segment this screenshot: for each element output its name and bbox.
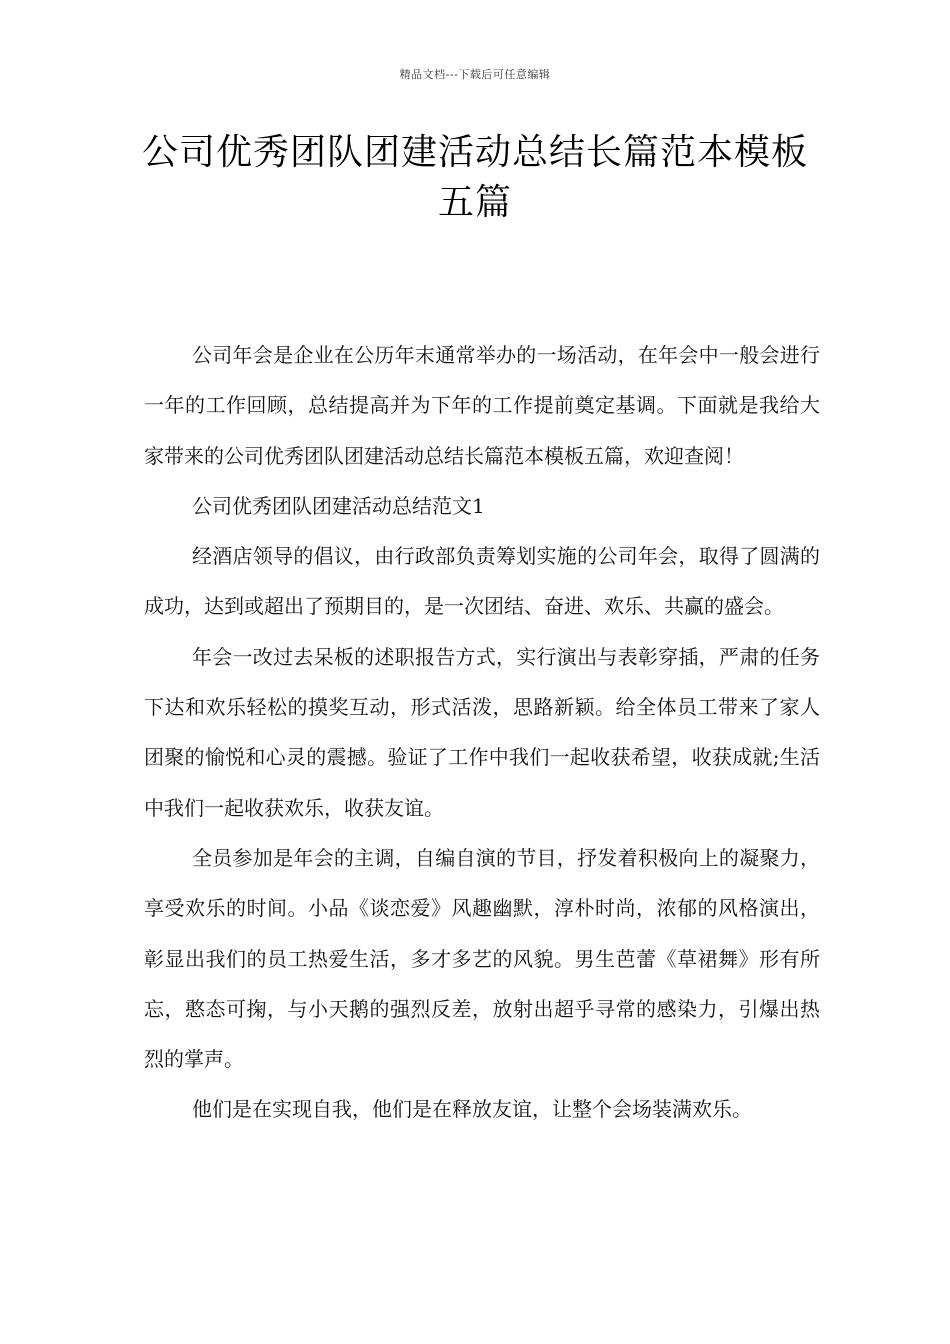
body-paragraph: 经酒店领导的倡议，由行政部负责筹划实施的公司年会，取得了圆满的成功，达到或超出了预期目的，是一次团结、奋进、欢乐、共赢的盛会。 xyxy=(144,544,820,619)
body-paragraph: 全员参加是年会的主调，自编自演的节目，抒发着积极向上的凝聚力，享受欢乐的时间。小品《谈恋爱》风趣幽默，淳朴时尚，浓郁的风格演出，彰显出我们的员工热爱生活，多才多艺的风貌。男生芭蕾《草裙舞》形有所忘，憨态可掬，与小天鹅的强烈反差，放射出超乎寻常的感染力，引爆出热烈的掌声。 xyxy=(144,845,820,1072)
intro-paragraph: 公司年会是企业在公历年末通常举办的一场活动，在年会中一般会进行一年的工作回顾，总结提高并为下年的工作提前奠定基调。下面就是我给大家带来的公司优秀团队团建活动总结长篇范本模板五篇，欢迎查阅！ xyxy=(144,343,820,468)
section-heading: 公司优秀团队团建活动总结范文1 xyxy=(192,493,485,518)
body-paragraph: 年会一改过去呆板的述职报告方式，实行演出与表彰穿插，严肃的任务下达和欢乐轻松的摸奖互动，形式活泼，思路新颖。给全体员工带来了家人团聚的愉悦和心灵的震撼。验证了工作中我们一起收获希望，收获成就;生活中我们一起收获欢乐，收获友谊。 xyxy=(144,644,820,820)
header-note: 精品文档---下载后可任意编辑 xyxy=(399,68,551,81)
document-body xyxy=(144,330,820,1135)
document-title: 公司优秀团队团建活动总结长篇范本模板五篇 xyxy=(141,132,808,223)
body-paragraph: 他们是在实现自我，他们是在释放友谊，让整个会场装满欢乐。 xyxy=(192,1097,752,1122)
